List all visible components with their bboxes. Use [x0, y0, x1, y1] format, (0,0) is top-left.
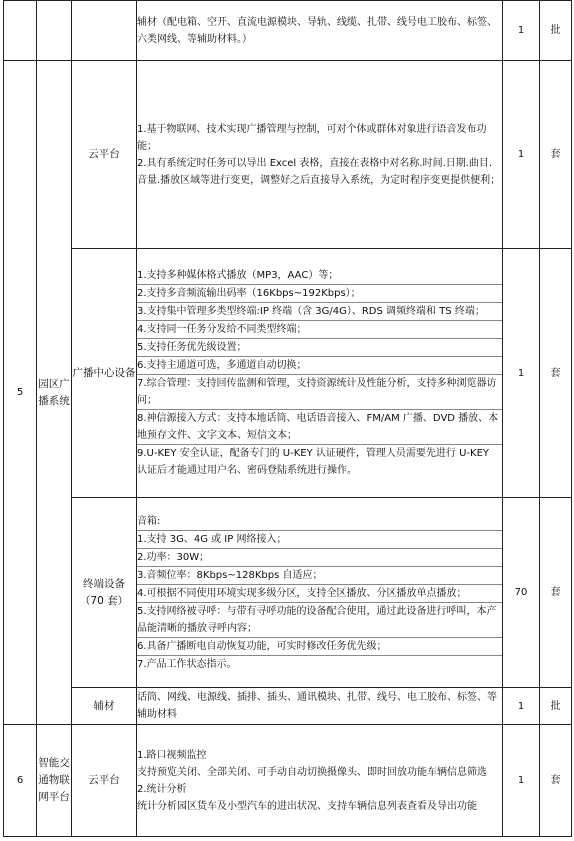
table-row-aux-top [4, 1, 572, 61]
description-line: 5.支持任务优先级设置； [137, 339, 502, 357]
table-row-item5-cloud [4, 61, 572, 249]
description-line: 2.支持多音频流输出码率（16Kbps~192Kbps）； [137, 285, 502, 303]
description-line: 2.具有系统定时任务可以导出 Excel 表格，直接在表格中对名称.时间.日期.曲目.音量.播放区域等进行变更，调整好之后直接导入系统，为定时程序变更提供便利； [137, 157, 501, 186]
quantity-cell: 1 [503, 725, 540, 837]
table-row-item5-terminal [4, 498, 572, 688]
description-line: 5.支持网络被寻呼：与带有寻呼功能的设备配合使用，通过此设备进行呼叫，本产品能清晰的播放寻呼内容； [137, 603, 502, 638]
description-line: 4.支持同一任务分发给不同类型终端； [137, 321, 502, 339]
subsystem-cell [72, 1, 137, 61]
description-line: 9.U-KEY 安全认证，配备专门的 U-KEY 认证硬件，管理人员需要先进行 U-KEY 认证后才能通过用户名、密码登陆系统进行操作。 [137, 448, 489, 476]
unit-cell: 套 [540, 249, 572, 498]
quantity-cell: 70 [503, 498, 540, 688]
subsystem-name: 辅材 [72, 688, 137, 725]
table-row-item5-center [4, 249, 572, 498]
subsystem-name: 云平台 [72, 61, 137, 249]
description-line: 1.支持 3G、4G 或 IP 网络接入； [137, 531, 502, 549]
item-number: 5 [4, 61, 37, 725]
description-line: 8.神信源接入方式：支持本地话筒、电话语音接入、FM/AM 广播、DVD 播放、本地预存文件、文字文本、短信文本； [137, 410, 502, 445]
system-name: 智能交通物联网平台 [37, 725, 72, 837]
description-line: 1.支持多种媒体格式播放（MP3，AAC）等； [137, 267, 502, 285]
system-name: 园区广播系统 [37, 61, 72, 725]
description-cell [137, 498, 503, 688]
equipment-table [3, 0, 572, 837]
quantity-cell: 1 [503, 1, 540, 61]
description-line: 7.综合管理：支持回传监测和管理，支持资源统计及性能分析，支持多种浏览器访问； [137, 375, 502, 410]
description-line: 4.可根据不同使用环境实现多级分区，支持全区播放、分区播放单点播放； [137, 585, 502, 603]
subsystem-name: 终端设备（70 套） [72, 498, 137, 688]
table-row-item5-aux [4, 688, 572, 725]
unit-cell: 套 [540, 725, 572, 837]
unit-cell: 批 [540, 688, 572, 725]
description-cell [137, 688, 503, 725]
table-row-item6-cloud [4, 725, 572, 837]
subsystem-name: 广播中心设备 [72, 249, 137, 498]
quantity-cell: 1 [503, 688, 540, 725]
unit-cell: 批 [540, 1, 572, 61]
description-text: 话筒、网线、电源线、插排、插头、通讯模块、扎带、线号、电工胶布、标签、等辅助材料 [137, 692, 497, 720]
system-cell [37, 1, 72, 61]
description-line: 2.功率：30W； [137, 549, 502, 567]
description-line: 7.产品工作状态指示。 [137, 658, 237, 670]
quantity-cell: 1 [503, 249, 540, 498]
subsystem-name: 云平台 [72, 725, 137, 837]
description-line: 1.路口视频监控 [137, 749, 207, 761]
description-line: 音箱: [137, 513, 502, 531]
description-cell [137, 249, 503, 498]
description-cell [137, 1, 503, 61]
description-line: 1.基于物联网、技术实现广播管理与控制，可对个体或群体对象进行语音发布功能； [137, 123, 487, 152]
description-line: 6.支持主通道可选，多通道自动切换； [137, 357, 502, 375]
unit-cell: 套 [540, 61, 572, 249]
number-cell [4, 1, 37, 61]
description-line: 3.支持集中管理多类型终端:IP 终端（含 3G/4G）、RDS 调频终端和 TS 终端； [137, 303, 502, 321]
description-cell [137, 725, 503, 837]
description-line: 3.音频位率：8Kbps~128Kbps 自适应； [137, 567, 502, 585]
quantity-cell: 1 [503, 61, 540, 249]
item-number: 6 [4, 725, 37, 837]
description-line: 统计分析园区货车及小型汽车的进出状况、支持车辆信息列表查看及导出功能 [137, 800, 477, 812]
description-line: 6.具备广播断电自动恢复功能，可实时修改任务优先级； [137, 638, 502, 656]
description-line: 支持预览关闭、全部关闭、可手动自动切换摄像头、即时回放功能车辆信息筛选 [137, 766, 487, 778]
description-cell [137, 61, 503, 249]
description-text: 辅材（配电箱、空开、直流电源模块、导轨、线缆、扎带、线号电工胶布、标签、六类网线、等辅助材料。） [137, 16, 497, 45]
unit-cell: 套 [540, 498, 572, 688]
description-line: 2.统计分析 [137, 783, 187, 795]
